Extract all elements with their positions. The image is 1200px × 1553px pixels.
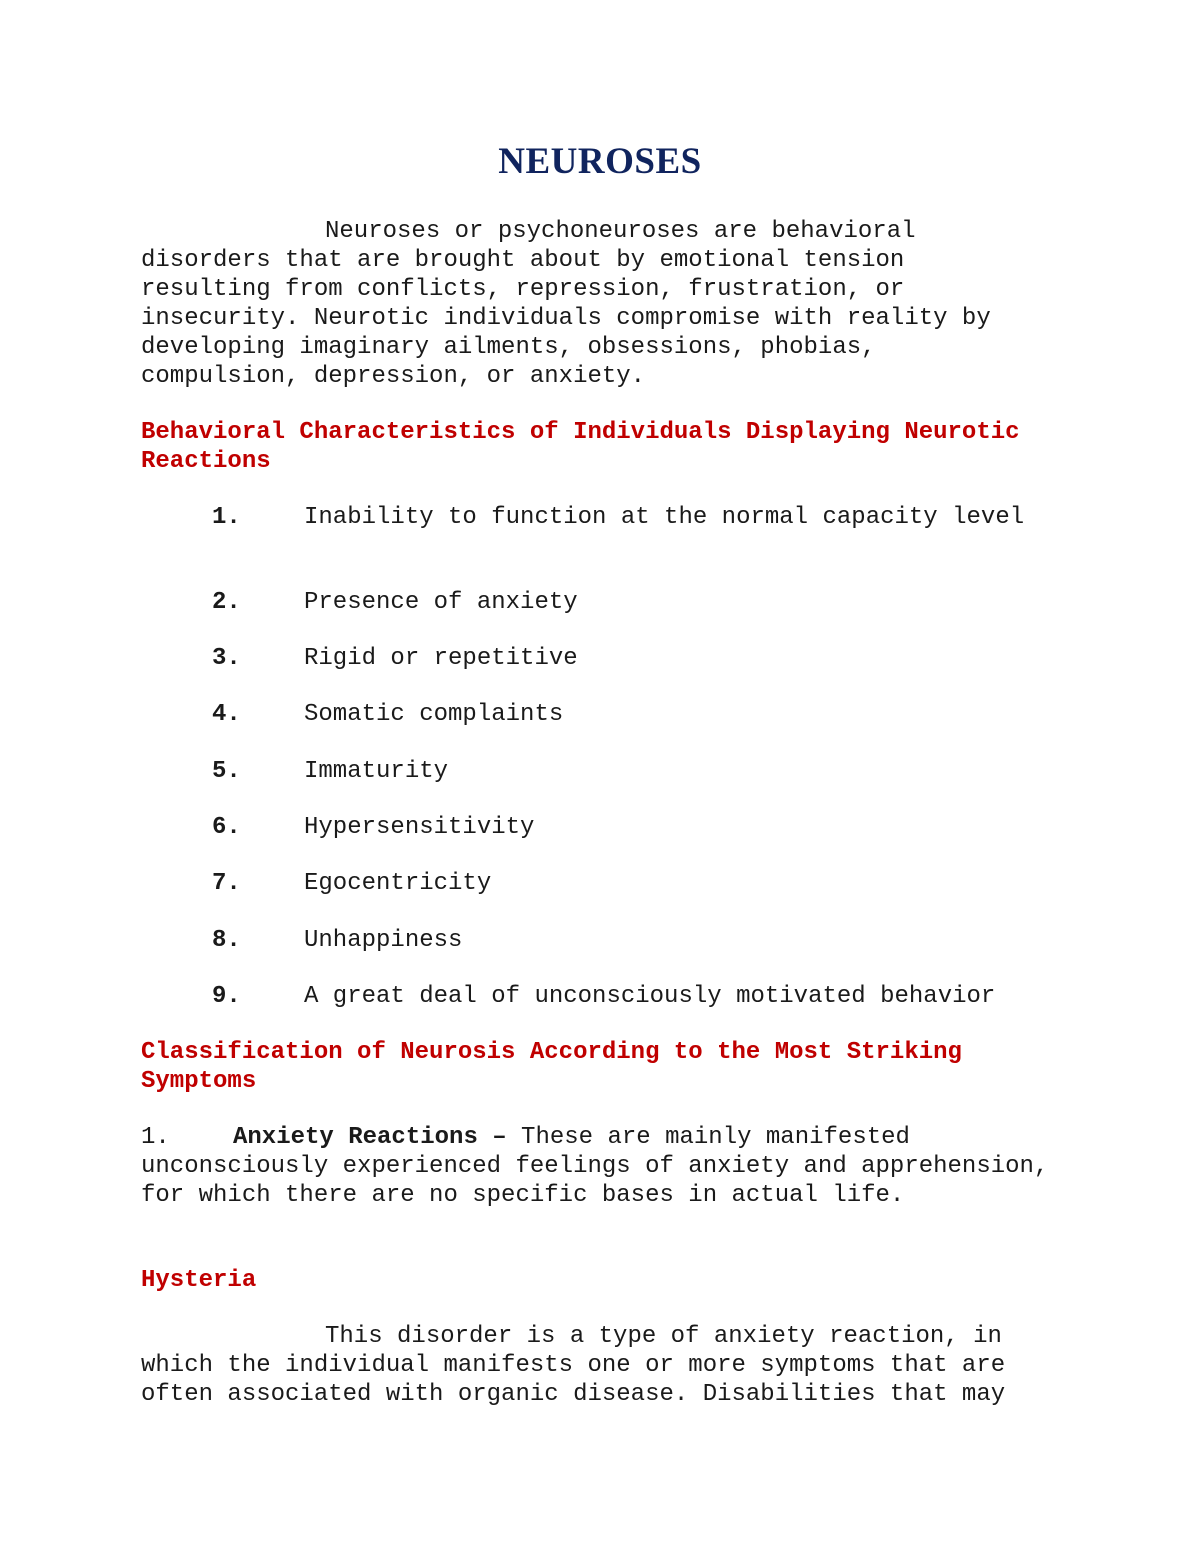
classification-text: These are mainly manifested unconsciously experienced feelings of anxiety and apprehension, for which there are no specific bases in actual life. (141, 1124, 1049, 1209)
list-number: 9. (212, 983, 241, 1010)
list-number: 7. (212, 870, 241, 897)
list-text: Egocentricity (304, 870, 492, 897)
classification-item (141, 1123, 1071, 1210)
list-number: 3. (212, 645, 241, 672)
hysteria-rest: which the individual manifests one or more symptoms that are often associated with organic disease. Disabilities that may (141, 1352, 1006, 1408)
list-number: 6. (212, 814, 241, 841)
list-text: Somatic complaints (304, 701, 564, 728)
list-item (212, 926, 1072, 955)
list-text: Rigid or repetitive (304, 645, 578, 672)
list-text: Unhappiness (304, 927, 463, 954)
section-heading-hysteria: Hysteria (141, 1267, 257, 1294)
list-number: 4. (212, 701, 241, 728)
list-item (212, 644, 1072, 673)
intro-rest: disorders that are brought about by emotional tension resulting from conflicts, repression, frustration, or insecurity. Neurotic individuals compromise with reality by developing imaginary ailments, obsessions, phobias, compulsion, depression, or anxiety. (141, 247, 991, 390)
list-item (212, 813, 1072, 842)
list-text: A great deal of unconsciously motivated behavior (304, 983, 996, 1010)
section-heading-classification: Classification of Neurosis According to the Most Striking Symptoms (141, 1039, 962, 1095)
classification-number: 1. (141, 1124, 170, 1151)
intro-first-line: Neuroses or psychoneuroses are behavioral (325, 218, 916, 245)
list-number: 2. (212, 589, 241, 616)
list-item (212, 757, 1072, 786)
list-text: Immaturity (304, 758, 449, 785)
hysteria-first-line: This disorder is a type of anxiety reaction, in (325, 1323, 1002, 1350)
list-item (212, 700, 1072, 729)
page-title: NEUROSES (498, 141, 702, 182)
classification-term: Anxiety Reactions – (233, 1124, 507, 1151)
list-item (212, 982, 1072, 1011)
list-text: Inability to function at the normal capacity level (304, 504, 1025, 531)
list-item (212, 869, 1072, 898)
list-text: Presence of anxiety (304, 589, 578, 616)
intro-paragraph (141, 217, 1071, 391)
section-heading-behavioral: Behavioral Characteristics of Individuals Displaying Neurotic Reactions (141, 419, 1020, 475)
list-item (212, 503, 1072, 532)
hysteria-paragraph (141, 1322, 1071, 1409)
list-number: 1. (212, 504, 241, 531)
list-item (212, 588, 1072, 617)
list-number: 5. (212, 758, 241, 785)
list-number: 8. (212, 927, 241, 954)
list-text: Hypersensitivity (304, 814, 535, 841)
